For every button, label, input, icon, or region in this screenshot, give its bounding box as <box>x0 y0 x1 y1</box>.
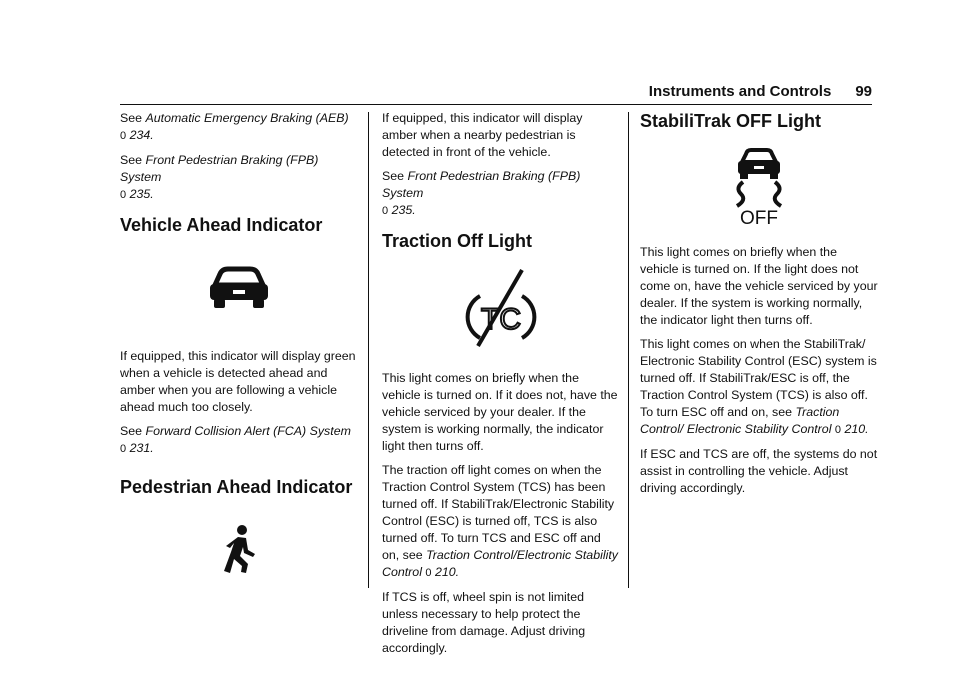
column-divider-1 <box>368 112 369 588</box>
traction-paragraph-2: The traction off light comes on when the Traction Control System (TCS) has been turned off. If StabiliTrak/Electronic Stability Control (ESC) is turned off, TCS is also turned off. To turn TCS and ESC off and on, see Traction Control/Electronic Stability Control 0 210. <box>382 463 618 579</box>
page-arrow-icon: 0 <box>120 130 127 142</box>
see-fpb: See Front Pedestrian Braking (FPB) System 0 235. <box>120 153 319 201</box>
vehicle-ahead-icon <box>206 266 272 310</box>
page-number: 99 <box>855 83 872 100</box>
page-arrow-icon: 0 <box>382 205 389 217</box>
page-header <box>649 83 872 100</box>
aeb-page-link[interactable]: 234. <box>129 128 154 142</box>
column-divider-2 <box>628 112 629 588</box>
off-icon-label: OFF <box>740 208 778 226</box>
pedestrian-icon <box>222 524 256 574</box>
page-arrow-icon: 0 <box>425 567 432 579</box>
traction-control-page-link[interactable]: 210. <box>434 565 460 579</box>
traction-control-link[interactable]: Traction Control/Electronic Stability Control <box>382 548 618 579</box>
page-arrow-icon: 0 <box>120 189 127 201</box>
stabilitrak-paragraph-3: If ESC and TCS are off, the systems do not assist in controlling the vehicle. Adjust driving accordingly. <box>640 447 878 495</box>
page-arrow-icon: 0 <box>120 443 127 455</box>
fpb-page-link[interactable]: 235. <box>129 187 154 201</box>
fca-link[interactable]: Forward Collision Alert (FCA) System <box>145 424 351 438</box>
traction-off-icon <box>464 266 538 350</box>
vehicle-ahead-heading: Vehicle Ahead Indicator <box>120 215 323 235</box>
column-3 <box>640 110 878 504</box>
stabilitrak-off-heading: StabiliTrak OFF Light <box>640 111 822 131</box>
see-aeb: See Automatic Emergency Braking (AEB) 0 234. <box>120 111 349 142</box>
header-rule <box>120 104 872 105</box>
section-title: Instruments and Controls <box>648 83 832 100</box>
aeb-link[interactable]: Automatic Emergency Braking (AEB) <box>145 111 349 125</box>
stabilitrak-off-icon <box>729 146 789 226</box>
vehicle-ahead-text: If equipped, this indicator will display green when a vehicle is detected ahead and amber when you are following a vehicle ahead much too closely. <box>120 349 356 414</box>
esc-link[interactable]: Traction Control/ Electronic Stability Control <box>640 405 840 436</box>
traction-off-heading: Traction Off Light <box>382 231 532 251</box>
esc-page-link[interactable]: 210. <box>844 422 869 436</box>
fpb-link[interactable]: Front Pedestrian Braking (FPB) System <box>120 153 319 184</box>
stabilitrak-paragraph-2: This light comes on when the StabiliTrak/ Electronic Stability Control (ESC) system is turned off. If StabiliTrak/ESC is off, the Traction Control System (TCS) is also off. To turn ESC off and on, see Traction Control/ Electronic Stability Control 0 210. <box>640 337 877 436</box>
see-fpb-2: See Front Pedestrian Braking (FPB) System 0 235. <box>382 169 581 217</box>
column-2 <box>382 110 620 664</box>
stabilitrak-paragraph-1: This light comes on briefly when the vehicle is turned on. If the light does not come on, have the vehicle serviced by your dealer. If the system is working normally, the indicator light then turns off. <box>640 245 878 327</box>
traction-paragraph-3: If TCS is off, wheel spin is not limited unless necessary to help protect the driveline from damage. Adjust driving accordingly. <box>382 590 586 655</box>
vehicle-ahead-icon-box <box>120 266 358 310</box>
stabilitrak-icon-box <box>640 146 878 226</box>
page-arrow-icon: 0 <box>834 424 842 436</box>
fpb-page-link-2[interactable]: 235. <box>391 203 416 217</box>
traction-paragraph-1: This light comes on briefly when the vehicle is turned on. If it does not, have the vehicle serviced by your dealer. If the system is working normally, the indicator light then turns off. <box>382 371 618 453</box>
fca-page-link[interactable]: 231. <box>129 441 154 455</box>
pedestrian-icon-box <box>120 524 358 574</box>
pedestrian-ahead-heading: Pedestrian Ahead Indicator <box>120 477 353 497</box>
traction-icon-box <box>382 266 620 350</box>
pedestrian-ahead-text: If equipped, this indicator will display amber when a nearby pedestrian is detected in front of the vehicle. <box>382 111 583 159</box>
column-1 <box>120 110 358 586</box>
tc-icon-label: TC <box>481 303 521 336</box>
fpb-link-2[interactable]: Front Pedestrian Braking (FPB) System <box>382 169 581 200</box>
see-fca: See Forward Collision Alert (FCA) System 0 231. <box>120 424 351 455</box>
